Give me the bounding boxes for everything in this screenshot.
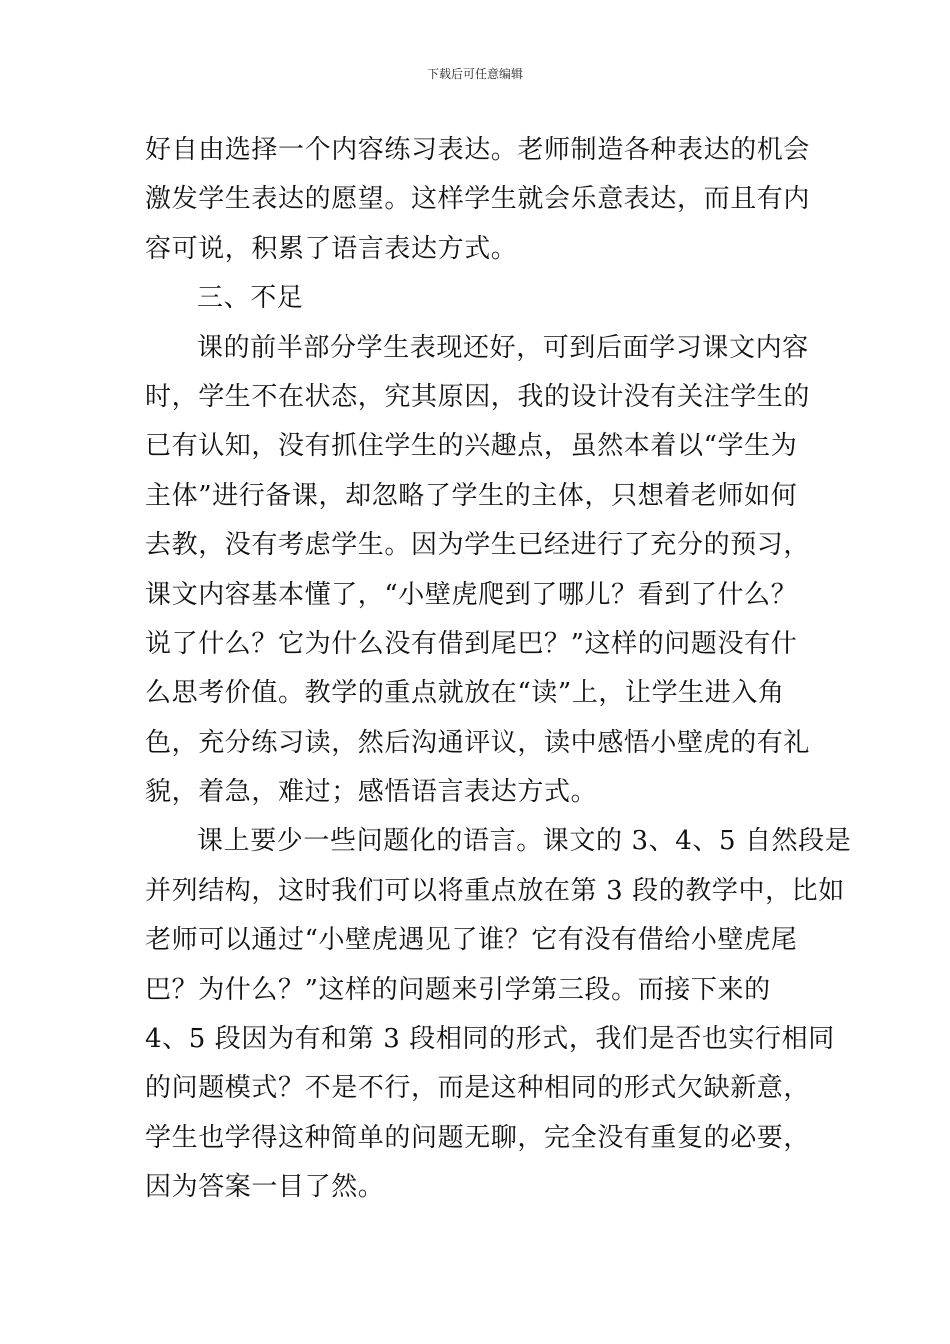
- text-line: 巴？为什么？”这样的问题来引学第三段。而接下来的: [145, 974, 771, 1005]
- text-line: 课上要少一些问题化的语言。课文的 3、4、5 自然段是: [197, 826, 852, 857]
- text-line: 激发学生表达的愿望。这样学生就会乐意表达，而且有内: [145, 184, 811, 215]
- text-line: 课文内容基本懂了，“小壁虎爬到了哪儿？看到了什么？: [145, 579, 798, 610]
- text-line: 说了什么？它为什么没有借到尾巴？”这样的问题没有什: [145, 628, 798, 659]
- text-line: 老师可以通过“小壁虎遇见了谁？它有没有借给小壁虎尾: [145, 925, 798, 956]
- text-line: 时，学生不在状态，究其原因，我的设计没有关注学生的: [145, 381, 811, 412]
- text-line: 已有认知，没有抓住学生的兴趣点，虽然本着以“学生为: [145, 431, 798, 462]
- text-line: 貌，着急，难过；感悟语言表达方式。: [145, 777, 598, 808]
- text-line: 课的前半部分学生表现还好，可到后面学习课文内容: [197, 332, 809, 363]
- text-line: 容可说，积累了语言表达方式。: [145, 233, 518, 264]
- text-line: 么思考价值。教学的重点就放在“读”上，让学生进入角: [145, 678, 785, 709]
- text-line: 并列结构，这时我们可以将重点放在第 3 段的教学中，比如: [145, 875, 845, 906]
- text-line: 因为答案一目了然。: [145, 1172, 385, 1203]
- text-line: 4、5 段因为有和第 3 段相同的形式，我们是否也实行相同: [145, 1024, 835, 1055]
- section-heading: 三、不足: [197, 283, 304, 314]
- page-header: 下载后可任意编辑: [426, 67, 523, 81]
- text-line: 色，充分练习读，然后沟通评议，读中感悟小壁虎的有礼: [145, 727, 811, 758]
- text-line: 好自由选择一个内容练习表达。老师制造各种表达的机会: [145, 135, 811, 165]
- text-line: 主体”进行备课，却忽略了学生的主体，只想着老师如何: [145, 480, 798, 511]
- text-line: 去教，没有考虑学生。因为学生已经进行了充分的预习，: [145, 530, 811, 561]
- document-body: [145, 126, 852, 1213]
- text-line: 的问题模式？不是不行，而是这种相同的形式欠缺新意，: [145, 1073, 811, 1104]
- text-line: 学生也学得这种简单的问题无聊，完全没有重复的必要，: [145, 1122, 811, 1153]
